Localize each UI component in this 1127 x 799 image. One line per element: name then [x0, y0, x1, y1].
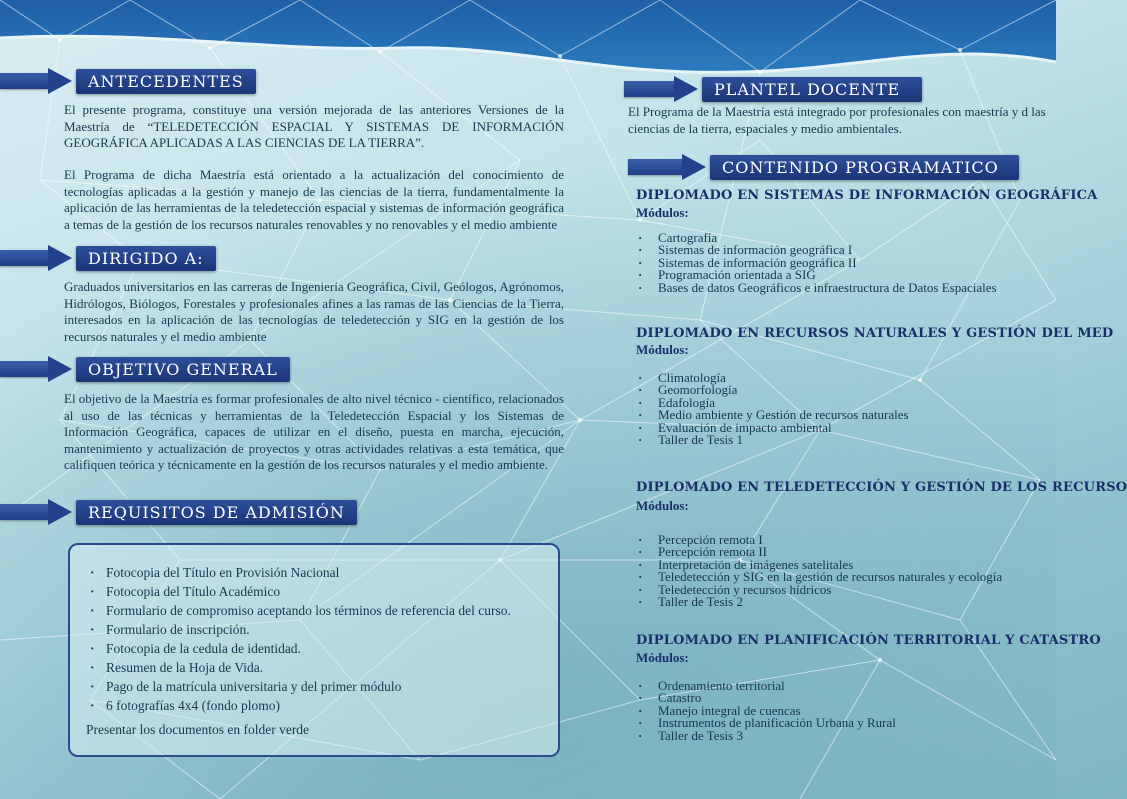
diplomado-title: DIPLOMADO EN RECURSOS NATURALES Y GESTIÓN DEL MED [636, 326, 1114, 341]
section-title: PLANTEL DOCENTE [702, 77, 922, 102]
antecedentes-header [0, 68, 256, 94]
list-item: · Taller de Tesis 2 [638, 596, 1002, 608]
list-item: · Programación orientada a SIG [638, 269, 997, 281]
list-item: · Evaluación de impacto ambiental [638, 422, 909, 434]
section-title: CONTENIDO PROGRAMATICO [710, 155, 1019, 180]
diplomado-title: DIPLOMADO EN PLANIFICACIÓN TERRITORIAL Y CATASTRO [636, 633, 1101, 648]
antecedentes-paragraph-1: El presente programa, constituye una versión mejorada de las anteriores Versiones de la Maestría de “TELEDETECCIÓN ESPACIAL Y SISTEMAS DE INFORMACIÓN GEOGRÁFICA APLICADAS A LAS CIENCIAS DE LA TIERRA”. [64, 102, 564, 150]
list-item: · Percepción remota I [638, 534, 1002, 546]
objetivo-paragraph: El objetivo de la Maestría es formar profesionales de alto nivel técnico - científico, relacionados al uso de las técnicas y herramientas de la Teledetección Espacial y los Sistemas de Información Geográfica, capaces de utilizar en el diseño, puesta en marcha, ejecución, mantenimiento y actualización de proyectos y otras actividades relativas a esta temática, que califiquen teórica y técnicamente en la gestión de los recursos naturales y el medio ambiente. [64, 391, 564, 472]
list-item: · Fotocopia del Título Académico [90, 582, 511, 601]
section-title: DIRIGIDO A: [76, 246, 216, 271]
list-item: · Cartografía [638, 232, 997, 244]
plantel-paragraph: El Programa de la Maestría está integrado por profesionales con maestría y d las ciencias de la tierra, espaciales y medio ambientales. [628, 104, 1046, 136]
dirigido-paragraph: Graduados universitarios en las carreras de Ingeniería Geográfica, Civil, Geólogos, Agrónomos, Hidrólogos, Biólogos, Forestales y profesionales afines a las ramas de las Ciencias de la Tierra, interesados en la aplicación de las tecnologías de teledetección y SIG en la gestión de los recursos naturales y el medio ambiente [64, 279, 564, 344]
list-item: · Edafología [638, 397, 909, 409]
arrow-decoration [624, 81, 674, 97]
arrow-head-icon [48, 245, 72, 271]
modulos-label: Módulos: [636, 650, 689, 665]
modulos-label: Módulos: [636, 205, 689, 220]
list-item: · Sistemas de información geográfica I [638, 244, 997, 256]
arrow-head-icon [48, 356, 72, 382]
dirigido-header [0, 245, 216, 271]
list-item: · Percepción remota II [638, 546, 1002, 558]
list-item: · Geomorfología [638, 384, 909, 396]
arrow-decoration [0, 361, 48, 377]
list-item: · Taller de Tesis 1 [638, 434, 909, 446]
list-item: · Sistemas de información geográfica II [638, 257, 997, 269]
list-item: · Medio ambiente y Gestión de recursos naturales [638, 409, 909, 421]
arrow-head-icon [48, 68, 72, 94]
list-item: · Resumen de la Hoja de Vida. [90, 658, 511, 677]
list-item: · Teledetección y recursos hídricos [638, 584, 1002, 596]
modulos-list [638, 534, 1002, 608]
plantel-header [624, 76, 922, 102]
requisitos-header [0, 499, 357, 525]
modulos-label: Módulos: [636, 498, 689, 513]
objetivo-header [0, 356, 290, 382]
list-item: · Formulario de inscripción. [90, 620, 511, 639]
arrow-decoration [0, 250, 48, 266]
requisitos-list [90, 563, 511, 715]
list-item: · Fotocopia de la cedula de identidad. [90, 639, 511, 658]
diplomado-title: DIPLOMADO EN TELEDETECCIÓN Y GESTIÓN DE LOS RECURSO [636, 480, 1127, 495]
section-title: REQUISITOS DE ADMISIÓN [76, 500, 357, 525]
modulos-label: Módulos: [636, 342, 689, 357]
arrow-decoration [0, 504, 48, 520]
list-item: · Teledetección y SIG en la gestión de recursos naturales y ecología [638, 571, 1002, 583]
list-item: · 6 fotografías 4x4 (fondo plomo) [90, 696, 511, 715]
list-item: · Bases de datos Geográficos e infraestructura de Datos Espaciales [638, 282, 997, 294]
modulos-list [638, 232, 997, 294]
list-item: · Formulario de compromiso aceptando los términos de referencia del curso. [90, 601, 511, 620]
list-item: · Taller de Tesis 3 [638, 730, 896, 742]
list-item: · Ordenamiento territorial [638, 680, 896, 692]
list-item: · Manejo integral de cuencas [638, 705, 896, 717]
list-item: · Interpretación de imágenes satelitales [638, 559, 1002, 571]
list-item: · Fotocopia del Título en Provisión Nacional [90, 563, 511, 582]
antecedentes-paragraph-2: El Programa de dicha Maestría está orientado a la actualización del conocimiento de tecnologías aplicadas a la gestión y manejo de las ciencias de la tierra, fundamentalmente la aplicación de las herramientas de la teledetección espacial y sistemas de información geográfica a temas de la gestión de los recursos naturales renovables y no renovables y el medio ambiente [64, 167, 564, 232]
arrow-decoration [628, 159, 682, 175]
list-item: · Climatología [638, 372, 909, 384]
contenido-header [628, 154, 1019, 180]
arrow-decoration [0, 73, 48, 89]
requisitos-note: Presentar los documentos en folder verde [86, 722, 310, 737]
list-item: · Catastro [638, 692, 896, 704]
modulos-list [638, 372, 909, 446]
arrow-head-icon [682, 154, 706, 180]
modulos-list [638, 680, 896, 742]
list-item: · Pago de la matrícula universitaria y del primer módulo [90, 677, 511, 696]
arrow-head-icon [48, 499, 72, 525]
arrow-head-icon [674, 76, 698, 102]
section-title: ANTECEDENTES [76, 69, 256, 94]
diplomado-title: DIPLOMADO EN SISTEMAS DE INFORMACIÓN GEOGRÁFICA [636, 188, 1098, 203]
list-item: · Instrumentos de planificación Urbana y Rural [638, 717, 896, 729]
section-title: OBJETIVO GENERAL [76, 357, 290, 382]
